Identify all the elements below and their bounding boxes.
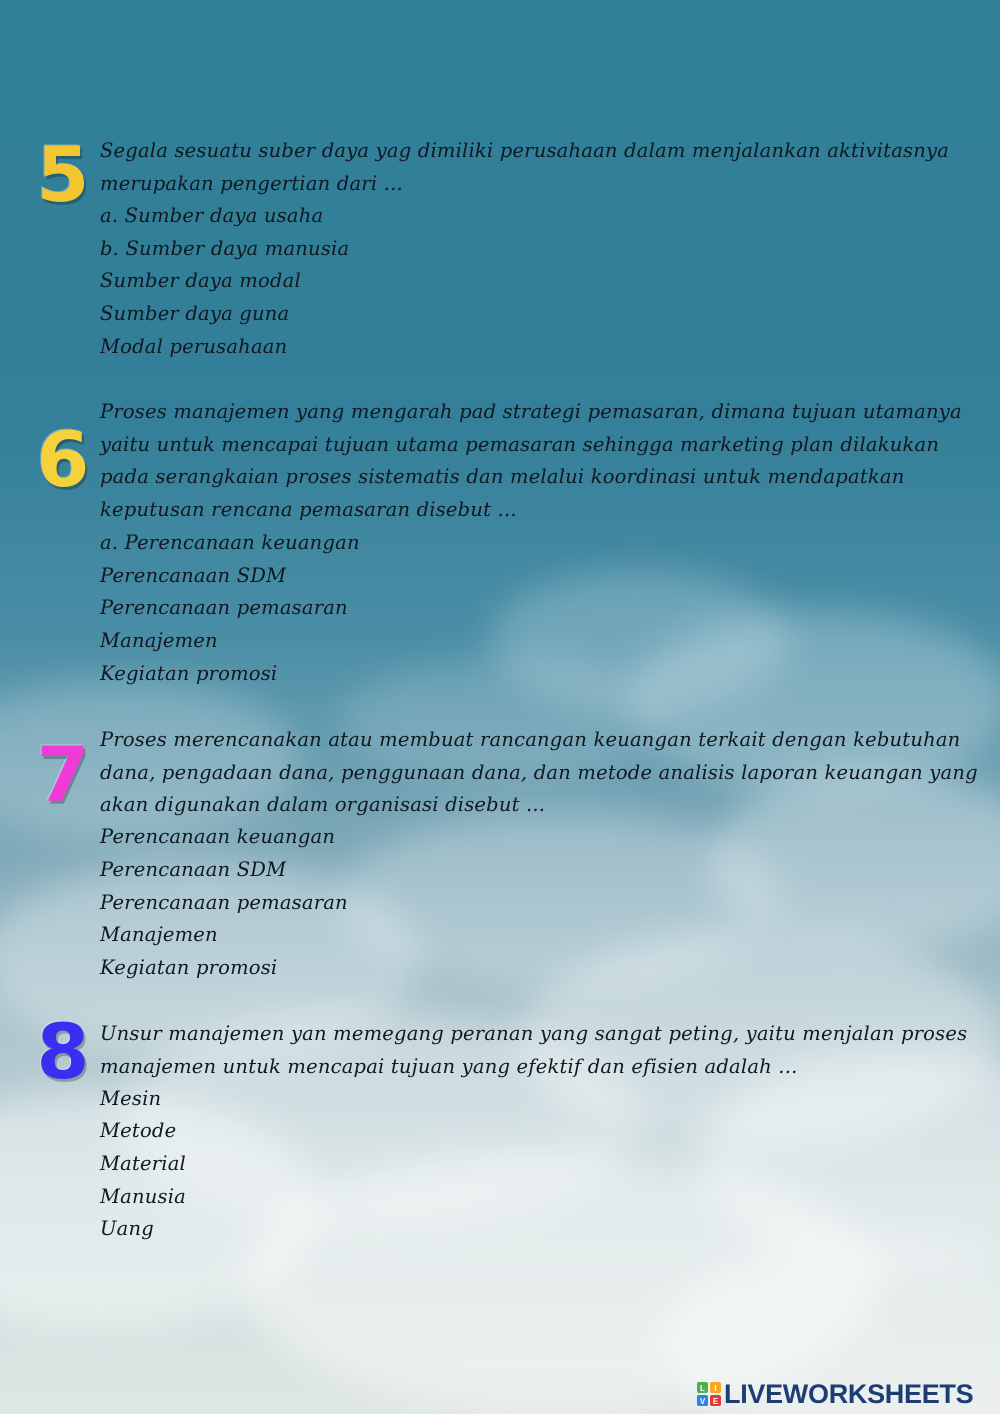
question-text: Unsur manajemen yan memegang peranan yang sangat peting, yaitu menjalan proses manajemen untuk mencapai tujuan yang efektif dan efisien adalah ... [100,1022,968,1078]
answer-option[interactable]: Perencanaan SDM [100,858,287,881]
answer-option[interactable]: Perencanaan SDM [100,564,287,587]
answer-option[interactable]: Mesin [100,1087,162,1110]
answer-option[interactable]: Manusia [100,1185,186,1208]
answer-option[interactable]: Manajemen [100,629,218,652]
answer-option[interactable]: a. Sumber daya usaha [100,204,324,227]
liveworksheets-logo [697,1378,973,1410]
liveworksheets-grid-icon [697,1382,721,1406]
svg-text:E: E [712,1397,719,1406]
answer-option[interactable]: Kegiatan promosi [100,662,278,685]
question-number-badge: 7 [36,730,90,819]
answer-option[interactable]: Metode [100,1119,177,1142]
question-text: Segala sesuatu suber daya yag dimiliki perusahaan dalam menjalankan aktivitasnya merupakan pengertian dari ... [100,139,950,195]
answer-option[interactable]: b. Sumber daya manusia [100,237,350,260]
logo-text: LIVEWORKSHEETS [724,1378,974,1409]
answer-option[interactable]: Perencanaan pemasaran [100,891,348,914]
question-number-badge: 5 [36,130,90,219]
answer-option[interactable]: Perencanaan pemasaran [100,596,348,619]
answer-option[interactable]: Material [100,1152,186,1175]
question-number-badge: 8 [36,1007,90,1096]
answer-option[interactable]: a. Perencanaan keuangan [100,531,360,554]
answer-option[interactable]: Perencanaan keuangan [100,825,336,848]
answer-option[interactable]: Sumber daya modal [100,269,301,292]
answer-option[interactable]: Modal perusahaan [100,335,288,358]
answer-option[interactable]: Uang [100,1217,154,1240]
answer-option[interactable]: Sumber daya guna [100,302,290,325]
question-text: Proses merencanakan atau membuat rancangan keuangan terkait dengan kebutuhan dana, pengadaan dana, penggunaan dana, dan metode analisis laporan keuangan yang akan digunakan dalam organisasi disebut ... [100,728,978,817]
question-number-badge: 6 [36,415,90,504]
question-text: Proses manajemen yang mengarah pad strategi pemasaran, dimana tujuan utamanya yaitu untuk mencapai tujuan utama pemasaran sehingga marketing plan dilakukan pada serangkaian proses sistematis dan melalui koordinasi untuk mendapatkan keputusan rencana pemasaran disebut ... [100,400,962,521]
svg-text:V: V [699,1397,706,1406]
answer-option[interactable]: Kegiatan promosi [100,956,278,979]
svg-text:L: L [700,1384,705,1393]
answer-option[interactable]: Manajemen [100,923,218,946]
svg-text:I: I [714,1384,717,1393]
